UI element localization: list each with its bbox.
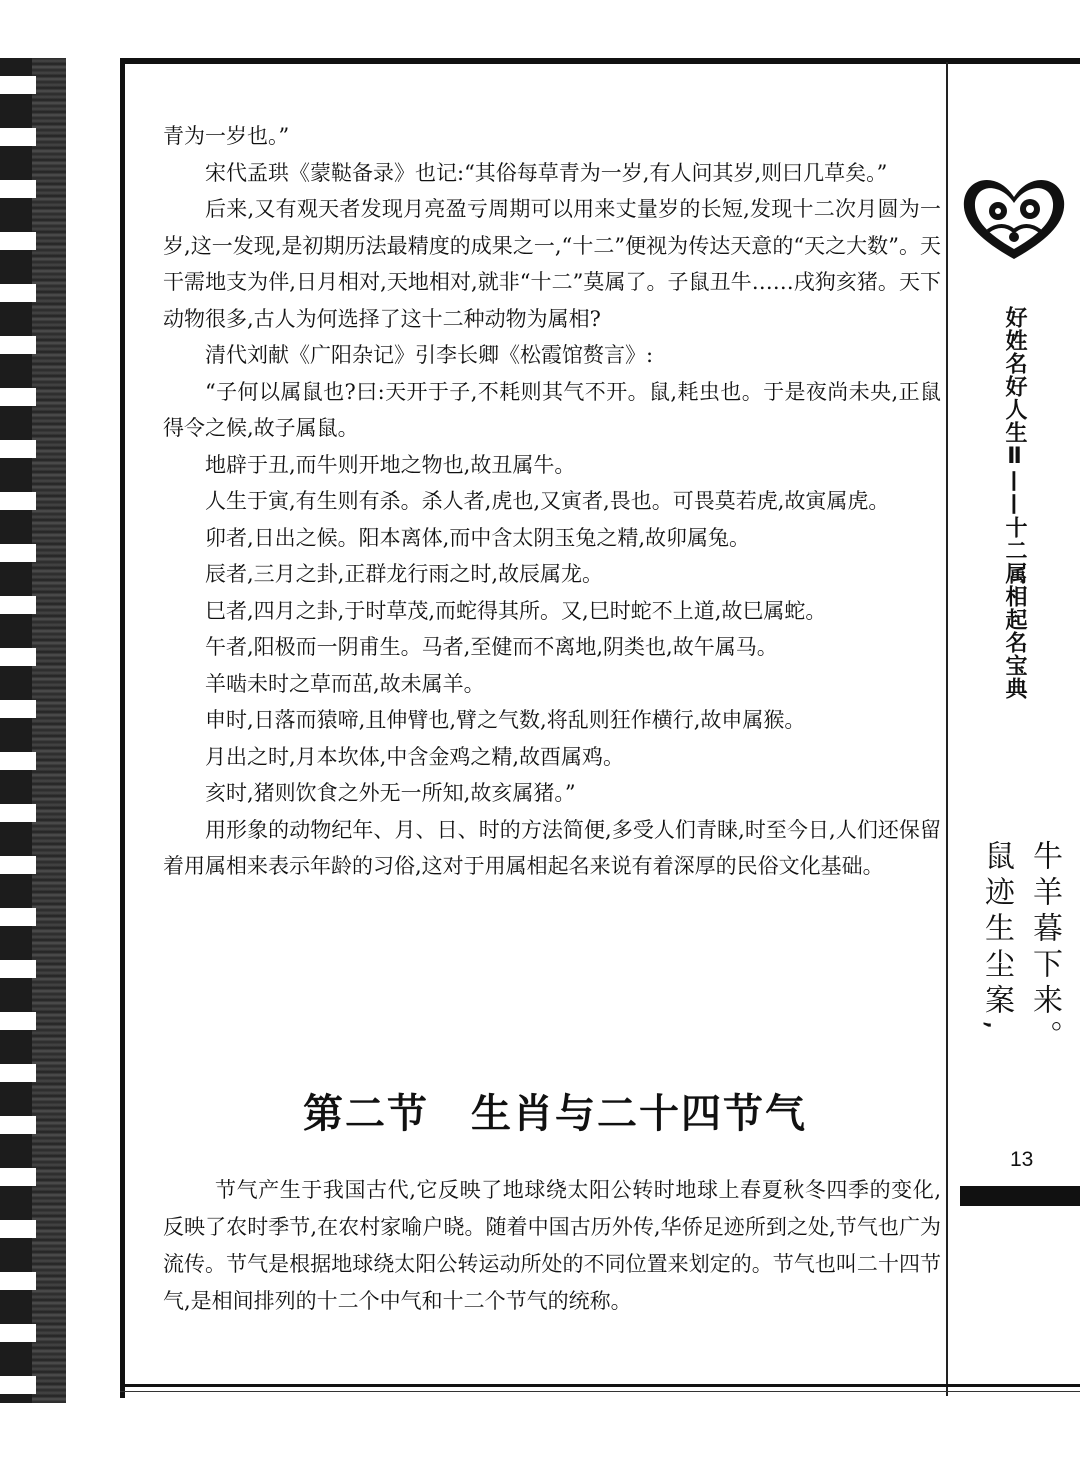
strip-notch <box>0 752 36 770</box>
bottom-rule <box>120 1384 1080 1387</box>
strip-notch <box>0 856 36 874</box>
right-frame-rule <box>946 62 948 1396</box>
body-paragraph: 亥时,猪则饮食之外无一所知,故亥属猪。” <box>205 781 576 805</box>
strip-notch <box>0 700 36 718</box>
strip-notch <box>0 492 36 510</box>
strip-notch <box>0 232 36 250</box>
body-paragraph: 申时,日落而猿啼,且伸臂也,臂之气数,将乱则狂作横行,故申属猴。 <box>205 708 806 732</box>
floral-heart-emblem-icon <box>958 175 1070 263</box>
film-strip-decoration <box>0 58 66 1403</box>
body-paragraph: 巳者,四月之卦,于时草茂,而蛇得其所。又,巳时蛇不上道,故巳属蛇。 <box>205 598 827 623</box>
body-paragraph: 人生于寅,有生则有杀。杀人者,虎也,又寅者,畏也。可畏莫若虎,故寅属虎。 <box>205 489 890 513</box>
page-number-bar <box>960 1186 1080 1206</box>
strip-notch <box>0 1272 36 1290</box>
body-paragraph: 卯者,日出之候。阳本离体,而中含太阴玉兔之精,故卯属兔。 <box>205 525 751 550</box>
side-poem-line-1: 牛羊暮下来。 <box>1027 840 1062 1056</box>
strip-notch <box>0 76 36 94</box>
strip-notch <box>0 180 36 198</box>
strip-notch <box>0 440 36 458</box>
side-poem-line-2: 鼠迹生尘案, <box>979 840 1014 1036</box>
strip-notch <box>0 544 36 562</box>
section-paragraph: 节气产生于我国古代,它反映了地球绕太阳公转时地球上春夏秋冬四季的变化,反映了农时季节,在农村家喻户晓。随着中国古历外传,华侨足迹所到之处,节气也广为流传。节气是根据地球绕太阳公转运动所处的不同位置来划定的。节气也叫二十四节气,是相间排列的十二个中气和十二个节气的统称。 <box>163 1178 941 1313</box>
strip-notch <box>0 388 36 406</box>
strip-texture <box>32 58 66 1403</box>
strip-notch <box>0 960 36 978</box>
strip-notch <box>0 804 36 822</box>
body-paragraph: 清代刘献《广阳杂记》引李长卿《松霞馆赘言》: <box>205 343 654 367</box>
body-paragraph: 月出之时,月本坎体,中含金鸡之精,故酉属鸡。 <box>205 744 625 769</box>
strip-notch <box>0 1168 36 1186</box>
strip-notch <box>0 284 36 302</box>
strip-notch <box>0 1324 36 1342</box>
strip-notch <box>0 908 36 926</box>
side-book-title: 好姓名好人生Ⅱ——十二属相起名宝典 <box>1002 306 1027 700</box>
body-paragraph: 地辟于丑,而牛则开地之物也,故丑属牛。 <box>205 452 576 477</box>
strip-notch <box>0 1064 36 1082</box>
left-frame-rule <box>120 58 125 1398</box>
page-number: 13 <box>1010 1148 1034 1171</box>
strip-notch <box>0 336 36 354</box>
section-body <box>163 1172 941 1320</box>
top-rule <box>120 58 1080 64</box>
strip-notch <box>0 1116 36 1134</box>
body-paragraph: “子何以属鼠也?曰:天开于子,不耗则其气不开。鼠,耗虫也。于是夜尚未央,正鼠得令之候,故子属鼠。 <box>163 379 941 440</box>
strip-notch <box>0 1220 36 1238</box>
body-paragraph: 用形象的动物纪年、月、日、时的方法简便,多受人们青睐,时至今日,人们还保留着用属相来表示年龄的习俗,这对于用属相起名来说有着深厚的民俗文化基础。 <box>163 817 941 878</box>
body-paragraph: 午者,阳极而一阴甫生。马者,至健而不离地,阴类也,故午属马。 <box>205 635 778 659</box>
body-paragraph: 羊啮未时之草而茁,故未属羊。 <box>205 671 485 696</box>
body-paragraph: 后来,又有观天者发现月亮盈亏周期可以用来丈量岁的长短,发现十二次月圆为一岁,这一发现,是初期历法最精度的成果之一,“十二”便视为传达天意的“天之大数”。天干需地支为伴,日月相对,天地相对,就非“十二”莫属了。子鼠丑牛……戌狗亥猪。天下动物很多,古人为何选择了这十二种动物为属相? <box>163 197 941 331</box>
strip-notch <box>0 128 36 146</box>
body-paragraph: 辰者,三月之卦,正群龙行雨之时,故辰属龙。 <box>205 562 604 586</box>
section-heading: 第二节 生肖与二十四节气 <box>303 1091 807 1137</box>
bottom-rule-thin <box>120 1391 1080 1392</box>
strip-notch <box>0 1012 36 1030</box>
strip-notch <box>0 596 36 614</box>
body-text <box>163 118 941 885</box>
strip-notch <box>0 1376 36 1394</box>
body-paragraph: 青为一岁也。” <box>163 124 290 148</box>
body-paragraph: 宋代孟珙《蒙鞑备录》也记:“其俗每草青为一岁,有人问其岁,则曰几草矣。” <box>205 160 888 185</box>
strip-notch <box>0 648 36 666</box>
